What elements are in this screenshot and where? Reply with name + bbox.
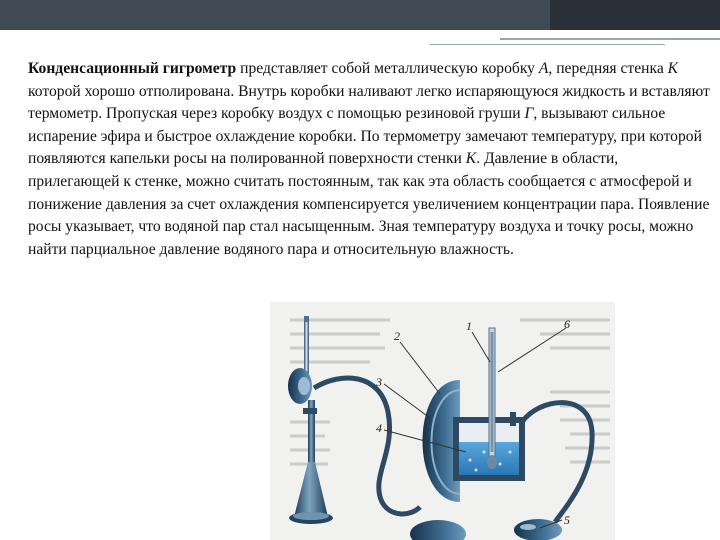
decorative-line xyxy=(430,44,665,45)
description-paragraph: Конденсационный гигрометр представляет собой металлическую коробку A, передняя стенка K которой хорошо отполирована. Внутрь коробки наливают легко испаряющуюся жидкость и вставляют термометр. Пропуская через коробку воздух с помощью резиновой груши Г, вызывают сильное испарение эфира и быстрое охлаждение коробки. По термометру замечают температуру, при которой появляются капельки росы на полированной поверхности стенки K. Давление в области, прилегающей к стенке, можно считать постоянным, так как эта область сообщается с атмосферой и понижение давления за счет охлаждения компенсируется увеличением концентрации пара. Появление росы указывает, что водяной пар стал насыщенным. Зная температуру воздуха и точку росы, можно найти парциальное давление водяного пара и относительную влажность. xyxy=(28,60,710,258)
label-bulb-g: Г xyxy=(524,105,534,123)
decorative-line xyxy=(500,38,720,40)
label-wall-k: K xyxy=(465,150,477,168)
label-2: 2 xyxy=(394,329,400,343)
label-box-a: A xyxy=(538,60,549,77)
slide-top-bar xyxy=(0,0,720,30)
label-1: 1 xyxy=(466,319,472,333)
label-5: 5 xyxy=(564,513,570,527)
label-3: 3 xyxy=(376,375,382,389)
label-4: 4 xyxy=(376,421,382,435)
hygrometer-illustration xyxy=(270,302,615,540)
label-6: 6 xyxy=(564,317,570,331)
hygrometer-drawing xyxy=(270,302,615,540)
slide-top-bar-accent xyxy=(550,0,720,30)
label-wall-k: K xyxy=(667,60,679,77)
lead-term: Конденсационный гигрометр xyxy=(28,60,237,77)
